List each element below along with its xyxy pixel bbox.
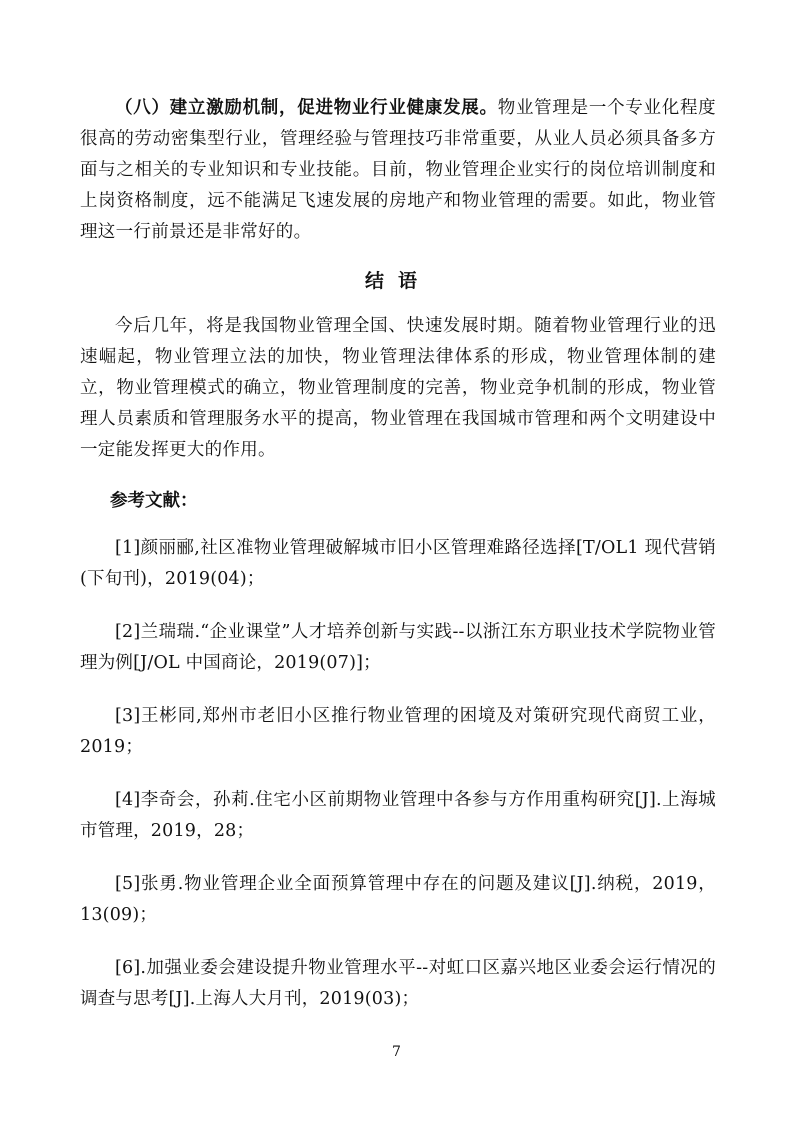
reference-item-1: [1]颜丽郦,社区准物业管理破解城市旧小区管理难路径选择[T/OL1 现代营销(下旬刊)，2019(04)； <box>80 538 716 589</box>
section-8-paragraph <box>80 93 716 248</box>
section-8-title: （八）建立激励机制，促进物业行业健康发展。 <box>115 98 498 118</box>
document-page <box>80 93 716 1037</box>
reference-item-3: [3]王彬同,郑州市老旧小区推行物业管理的困境及对策研究现代商贸工业，2019； <box>80 706 716 757</box>
references-title: 参考文献： <box>110 491 198 511</box>
reference-item-5: [5]张勇.物业管理企业全面预算管理中存在的问题及建议[J].纳税，2019，13(09)； <box>80 874 716 925</box>
section-8-body: 物业管理是一个专业化程度很高的劳动密集型行业，管理经验与管理技巧非常重要，从业人员必须具备多方面与之相关的专业知识和专业技能。目前，物业管理企业实行的岗位培训制度和上岗资格制度，远不能满足飞速发展的房地产和物业管理的需要。如此，物业管理这一行前景还是非常好的。 <box>80 98 716 242</box>
page-number: 7 <box>392 1044 401 1060</box>
references-list <box>80 533 716 1015</box>
conclusion-heading: 结语 <box>364 270 431 292</box>
reference-item-2: [2]兰瑞瑞.“企业课堂”人才培养创新与实践--以浙江东方职业技术学院物业管理为例[J/OL 中国商论，2019(07)]； <box>80 622 716 673</box>
conclusion-paragraph: 今后几年，将是我国物业管理全国、快速发展时期。随着物业管理行业的迅速崛起，物业管理立法的加快，物业管理法律体系的形成，物业管理体制的建立，物业管理模式的确立，物业管理制度的完善，物业竞争机制的形成，物业管理人员素质和管理服务水平的提高，物业管理在我国城市管理和两个文明建设中一定能发挥更大的作用。 <box>80 316 716 460</box>
reference-item-6: [6].加强业委会建设提升物业管理水平--对虹口区嘉兴地区业委会运行情况的调查与思考[J].上海人大月刊，2019(03)； <box>80 958 716 1009</box>
reference-item-4: [4]李奇会，孙莉.住宅小区前期物业管理中各参与方作用重构研究[J].上海城市管理，2019，28； <box>80 790 716 841</box>
